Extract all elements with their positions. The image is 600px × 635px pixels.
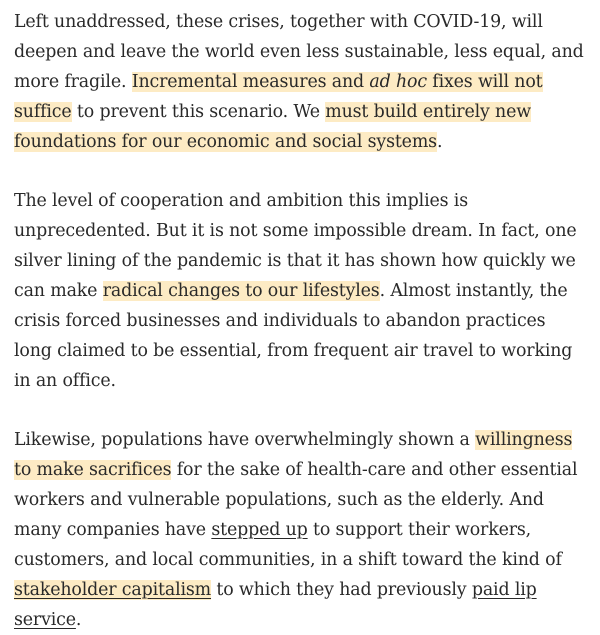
text-span: . — [436, 132, 443, 152]
paragraph-3 — [14, 425, 586, 635]
text-span: . — [75, 610, 82, 630]
text-span: The level of cooperation and ambition this implies is unprecedented. But it is not some impossible dream. In fact, one silver lining of the pandemic is that it has shown how quickly we can make — [14, 191, 577, 301]
highlight-radical-changes[interactable]: radical changes to our lifestyles — [102, 281, 380, 301]
text-span: to support their workers, customers, and local communities, in a shift toward the kind of — [14, 520, 562, 570]
text-span: . Almost instantly, the crisis forced businesses and individuals to abandon practices long claimed to be essential, from frequent air travel to working in an office. — [14, 281, 573, 391]
highlight-text: Incremental measures and — [131, 72, 370, 92]
text-span: to prevent this scenario. We — [71, 102, 326, 122]
link-stakeholder-capitalism[interactable]: stakeholder capitalism — [14, 580, 212, 600]
highlight-italic-text: ad hoc — [369, 72, 427, 92]
paragraph-1 — [14, 7, 586, 157]
text-span: to which they had previously — [211, 580, 472, 600]
paragraph-2 — [14, 186, 586, 396]
link-stepped-up[interactable]: stepped up — [211, 520, 308, 540]
text-span: Likewise, populations have overwhelmingly shown a — [14, 430, 476, 450]
highlight-willingness-sacrifices[interactable]: willingness to make sacrifices — [14, 430, 573, 480]
highlight-text: fixes will not suffice — [14, 72, 543, 122]
text-span: Left unaddressed, these crises, together with COVID-19, will deepen and leave the world even less sustainable, less equal, and more fragile. — [14, 12, 584, 92]
text-span: for the sake of health-care and other essential workers and vulnerable populations, such as the elderly. And many companies have — [14, 460, 578, 540]
highlight-new-foundations[interactable]: must build entirely new foundations for our economic and social systems — [14, 102, 531, 152]
link-paid-lip-service[interactable]: paid lip service — [14, 580, 537, 630]
